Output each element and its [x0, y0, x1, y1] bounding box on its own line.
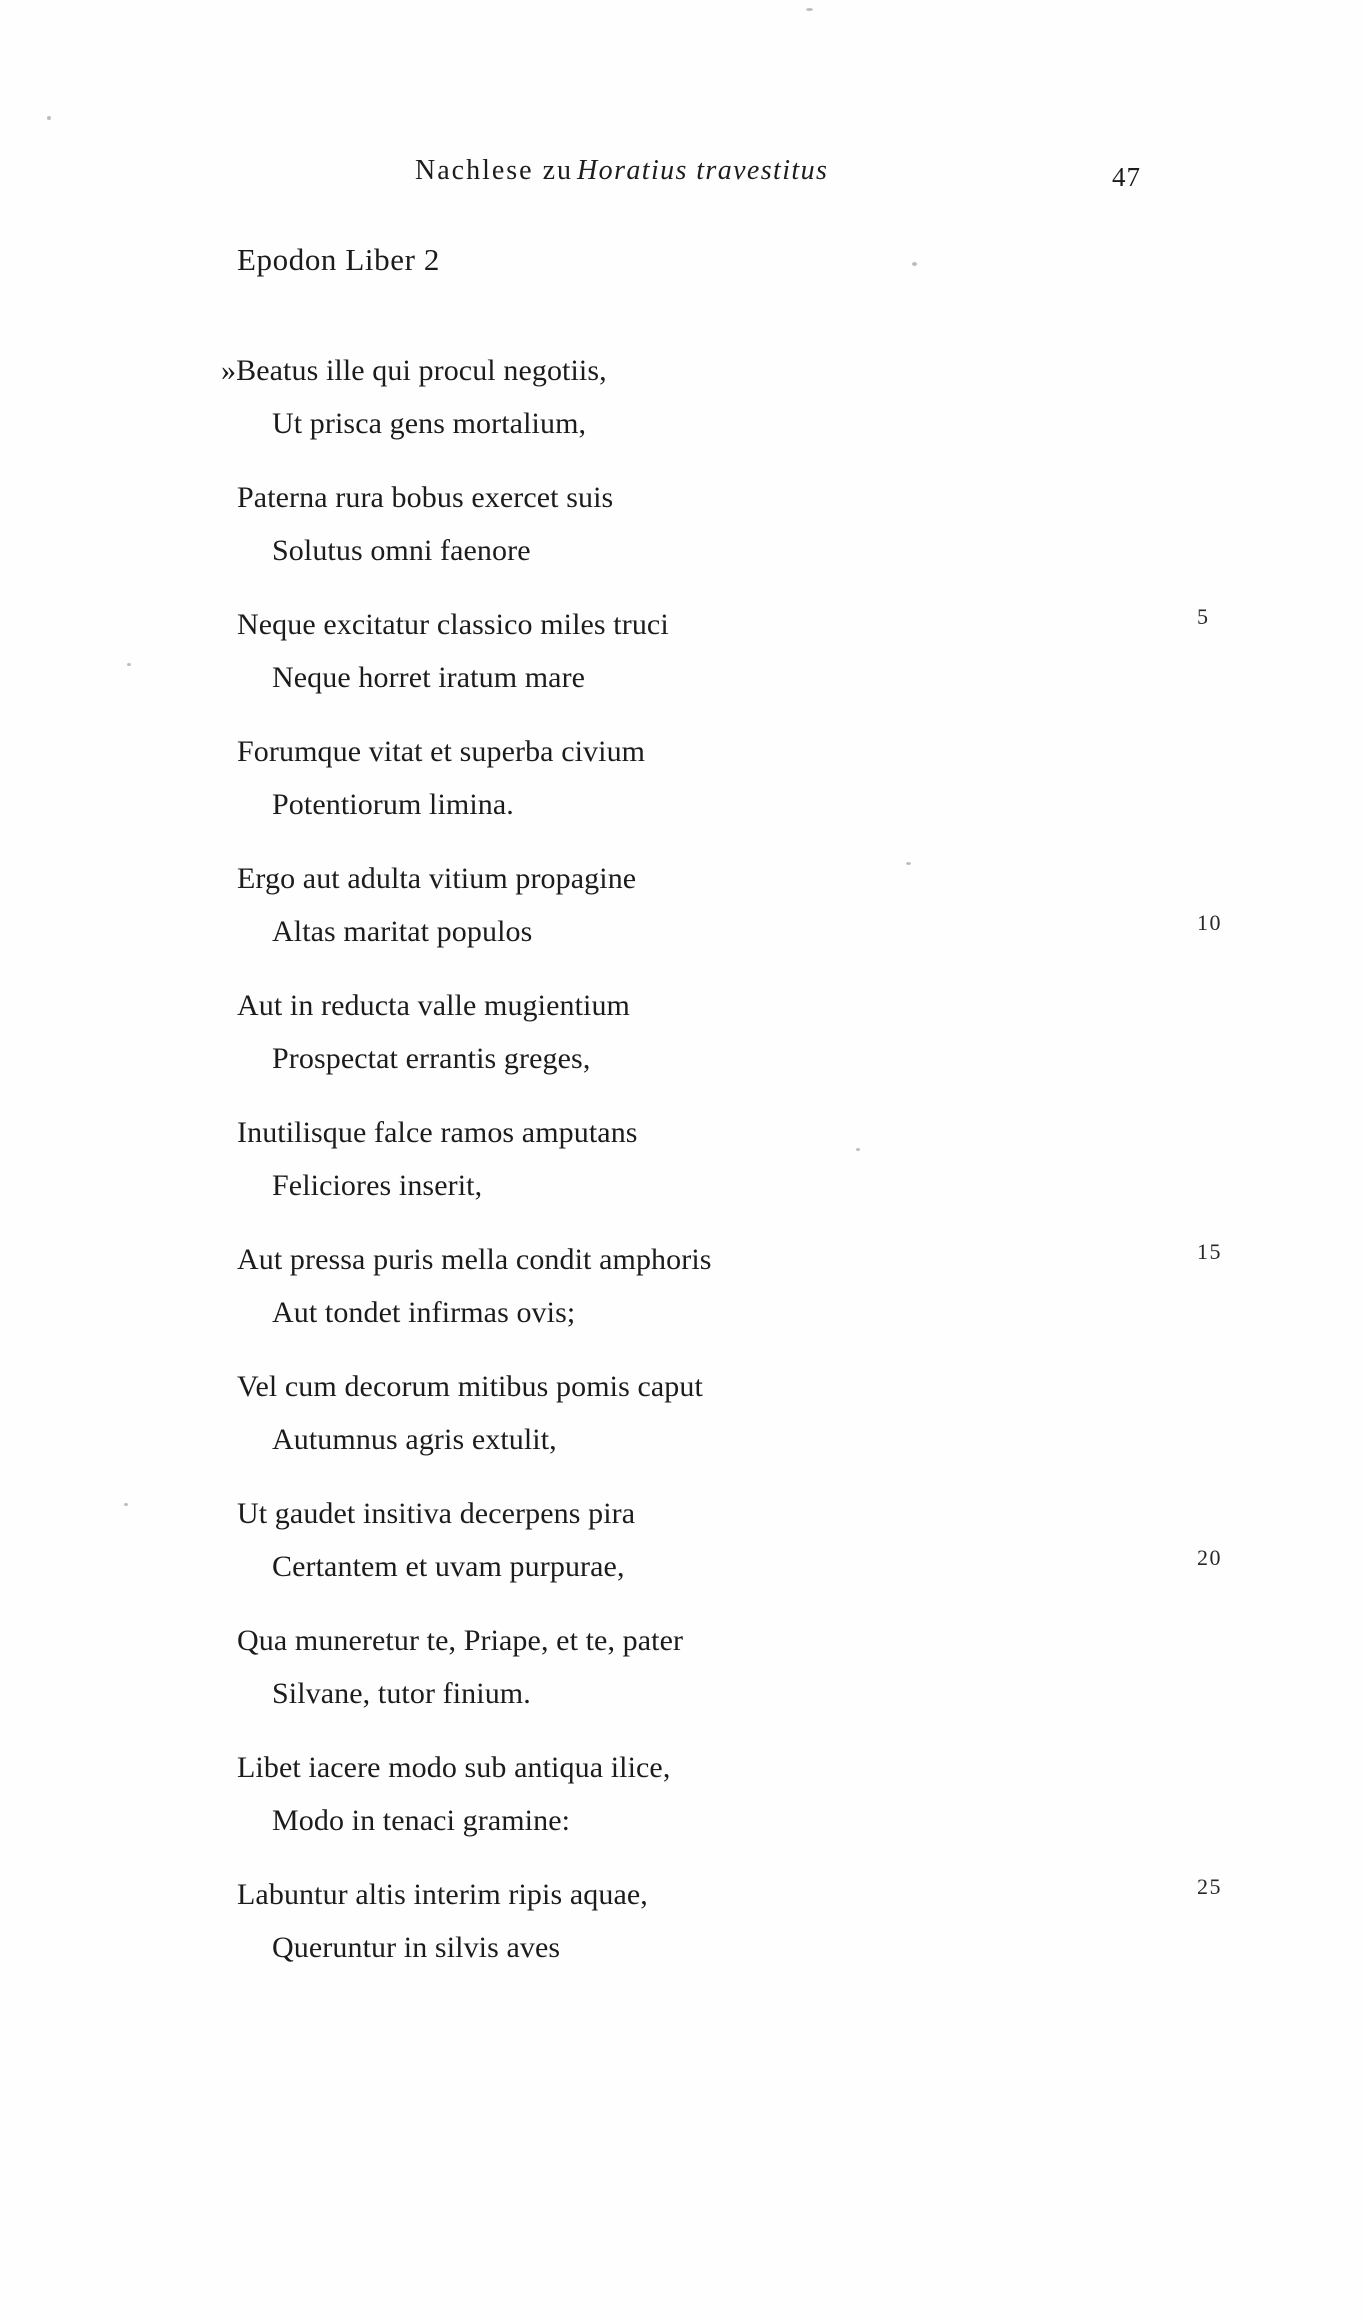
poem-stanza — [237, 1868, 1222, 1974]
poem-line: Neque horret iratum mare — [272, 661, 586, 694]
poem-line: Aut pressa puris mella condit amphoris — [237, 1243, 712, 1276]
poem-line: Aut tondet infirmas ovis; — [272, 1296, 576, 1329]
poem-stanza — [237, 1233, 1222, 1339]
line-number: 20 — [1197, 1545, 1222, 1570]
poem-line: Aut in reducta valle mugientium — [237, 989, 630, 1022]
poem-stanza — [221, 344, 1137, 450]
poem-line: Qua muneretur te, Priape, et te, pater — [237, 1624, 684, 1657]
scan-speck — [47, 116, 51, 120]
poem-body — [221, 344, 1222, 1995]
scan-speck — [124, 1503, 128, 1506]
line-number: 15 — [1197, 1239, 1222, 1264]
line-number: 10 — [1197, 910, 1222, 935]
poem-stanza — [237, 1614, 1137, 1720]
poem-line: Ut gaudet insitiva decerpens pira — [237, 1497, 636, 1530]
poem-line: Ut prisca gens mortalium, — [272, 407, 587, 440]
line-number: 5 — [1197, 604, 1210, 629]
poem-stanza — [237, 979, 1137, 1085]
poem-stanza — [237, 725, 1137, 831]
poem-line: Inutilisque falce ramos amputans — [237, 1116, 638, 1149]
poem-stanza — [237, 598, 1210, 704]
poem-stanza — [237, 1487, 1222, 1593]
running-head — [0, 155, 1364, 187]
poem-line: Neque excitatur classico miles truci — [237, 608, 669, 641]
poem-line: Labuntur altis interim ripis aquae, — [237, 1878, 648, 1911]
poem-line: Paterna rura bobus exercet suis — [237, 481, 614, 514]
poem-stanza — [237, 852, 1222, 958]
page-number: 47 — [1112, 162, 1141, 192]
poem-line: Certantem et uvam purpurae, — [272, 1550, 625, 1583]
poem-line: »Beatus ille qui procul negotiis, — [221, 354, 607, 387]
poem-line: Vel cum decorum mitibus pomis caput — [237, 1370, 703, 1403]
poem-line: Libet iacere modo sub antiqua ilice, — [237, 1751, 671, 1784]
poem-line: Modo in tenaci gramine: — [272, 1804, 571, 1837]
poem-stanza — [237, 1106, 1137, 1212]
poem-stanza — [237, 1360, 1137, 1466]
poem-stanza — [237, 1741, 1137, 1847]
section-title: Epodon Liber 2 — [237, 242, 440, 277]
poem-line: Altas maritat populos — [272, 915, 533, 948]
scan-speck — [912, 262, 917, 266]
poem-stanza — [237, 471, 1137, 577]
running-head-title: Horatius travestitus — [577, 155, 829, 186]
poem-line: Prospectat errantis greges, — [272, 1042, 591, 1075]
scan-speck — [127, 663, 131, 666]
scan-speck — [806, 8, 813, 11]
poem-line: Autumnus agris extulit, — [272, 1423, 557, 1456]
poem-line: Solutus omni faenore — [272, 534, 531, 567]
poem-line: Feliciores inserit, — [272, 1169, 483, 1202]
poem-line: Ergo aut adulta vitium propagine — [237, 862, 637, 895]
poem-line: Silvane, tutor finium. — [272, 1677, 531, 1710]
running-head-roman: Nachlese zu — [415, 155, 574, 186]
poem-line: Potentiorum limina. — [272, 788, 514, 821]
line-number: 25 — [1197, 1874, 1222, 1899]
poem-line: Forumque vitat et superba civium — [237, 735, 646, 768]
poem-line: Queruntur in silvis aves — [272, 1931, 561, 1964]
